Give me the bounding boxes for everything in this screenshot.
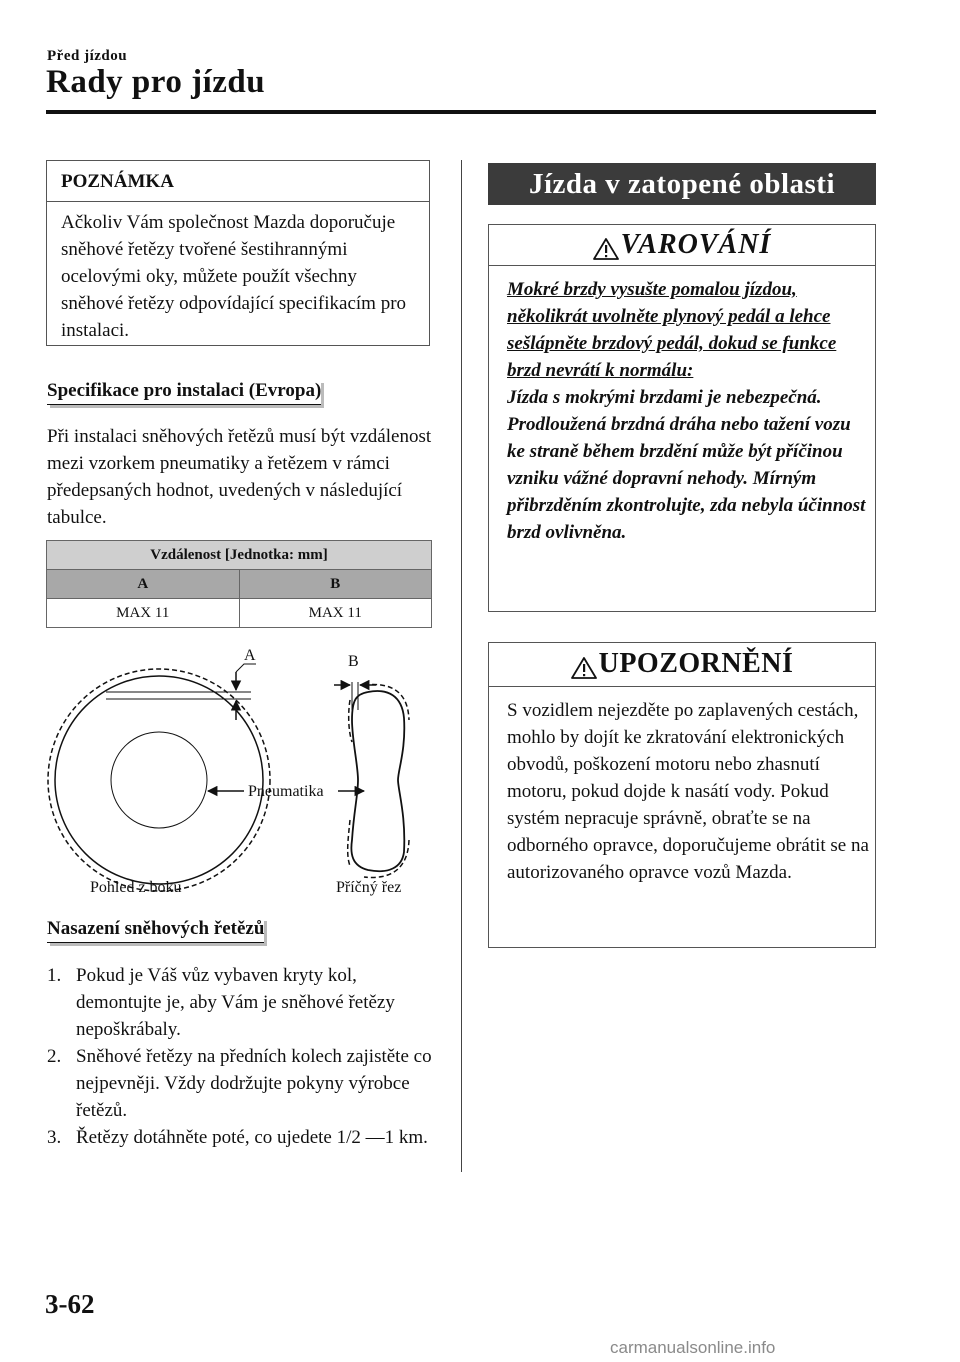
chains-heading: Nasazení sněhových řetězů: [47, 918, 264, 943]
warning-title: VAROVÁNÍ: [620, 229, 772, 260]
list-item: [47, 1043, 442, 1124]
section-label: Před jízdou: [47, 48, 128, 64]
snow-chain-diagram: [46, 640, 436, 902]
caution-box: [488, 642, 876, 948]
note-box: [46, 160, 430, 346]
label-a: A: [244, 647, 256, 664]
spec-heading: Specifikace pro instalaci (Evropa): [47, 380, 321, 405]
table-title-row: [47, 541, 432, 570]
step-number: 2.: [47, 1046, 62, 1067]
note-body: Ačkoliv Vám společnost Mazda doporučuje sněhové řetězy tvořené šestihrannými ocelovými oky, můžete použít všechny sněhové řetězy odpovídající specifikacím pro instalaci.: [61, 212, 407, 341]
step-number: 3.: [47, 1127, 62, 1148]
table-title: Vzdálenost [Jednotka: mm]: [47, 541, 432, 570]
wheel-rim-side: [111, 732, 207, 828]
table-row: [47, 599, 432, 628]
chapter-title: Rady pro jízdu: [46, 64, 266, 100]
step-text: Řetězy dotáhněte poté, co ujedete 1/2 ―1 km.: [76, 1127, 428, 1148]
label-tire: Pneumatika: [248, 783, 324, 800]
warning-lead: Mokré brzdy vysušte pomalou jízdou, několikrát uvolněte plynový pedál a lehce sešlápněte brzdový pedál, dokud se funkce brzd nevrátí k normálu:: [507, 279, 837, 381]
step-text: Sněhové řetězy na předních kolech zajistěte co nejpevněji. Vždy dodržujte pokyny výrobce řetězů.: [76, 1046, 432, 1121]
table-col-b: B: [239, 570, 432, 599]
flood-heading: Jízda v zatopené oblasti: [488, 163, 876, 205]
label-side-view: Pohled z boku: [90, 879, 182, 896]
distance-table: [46, 540, 432, 628]
warning-content: [507, 276, 867, 546]
list-item: [47, 962, 442, 1043]
table-header-row: [47, 570, 432, 599]
caution-body: S vozidlem nejezděte po zaplavených cestách, mohlo by dojít ke zkratování elektronických obvodů, poškození motoru nebo zhasnutí motoru, pokud dojde k nasátí vody. Pokud systém nepracuje správně, obraťte se na odborného opravce, doporučujeme obrátit se na autorizovaného opravce vozů Mazda.: [507, 700, 869, 883]
warning-box: [488, 224, 876, 612]
warning-triangle-icon: [593, 237, 619, 261]
label-cross-section: Příčný řez: [336, 879, 402, 896]
caution-divider: [489, 686, 875, 687]
table-value-a: MAX 11: [47, 599, 240, 628]
note-title: POZNÁMKA: [61, 171, 174, 192]
step-number: 1.: [47, 965, 62, 986]
list-item: [47, 1124, 442, 1151]
table-value-b: MAX 11: [239, 599, 432, 628]
note-divider: [47, 201, 429, 202]
column-divider: [461, 160, 462, 1172]
warning-divider: [489, 265, 875, 266]
steps-list: [47, 962, 442, 1151]
table-col-a: A: [47, 570, 240, 599]
watermark: carmanualsonline.info: [610, 1338, 776, 1357]
caution-triangle-icon: [571, 656, 597, 680]
page-number: 3-62: [45, 1289, 95, 1319]
caution-title: UPOZORNĚNÍ: [598, 648, 794, 679]
label-b: B: [348, 653, 359, 670]
tire-outline-side: [55, 676, 263, 884]
header-rule: [46, 110, 876, 114]
step-text: Pokud je Váš vůz vybaven kryty kol, demontujte je, aby Vám je sněhové řetězy nepoškrábaly.: [76, 965, 395, 1040]
caution-header: [489, 643, 875, 685]
tire-cross-section: [351, 691, 404, 871]
warning-body: Jízda s mokrými brzdami je nebezpečná. Prodloužená brzdná dráha nebo tažení vozu ke straně během brzdění může být příčinou vzniku vážné dopravní nehody. Mírným přibrzděním zkontrolujte, zda nebyla účinnost brzd ovlivněna.: [507, 387, 866, 543]
spec-paragraph: Při instalaci sněhových řetězů musí být vzdálenost mezi vzorkem pneumatiky a řetězem v rámci předepsaných hodnot, uvedených v následující tabulce.: [47, 426, 432, 528]
warning-header: [489, 225, 875, 264]
